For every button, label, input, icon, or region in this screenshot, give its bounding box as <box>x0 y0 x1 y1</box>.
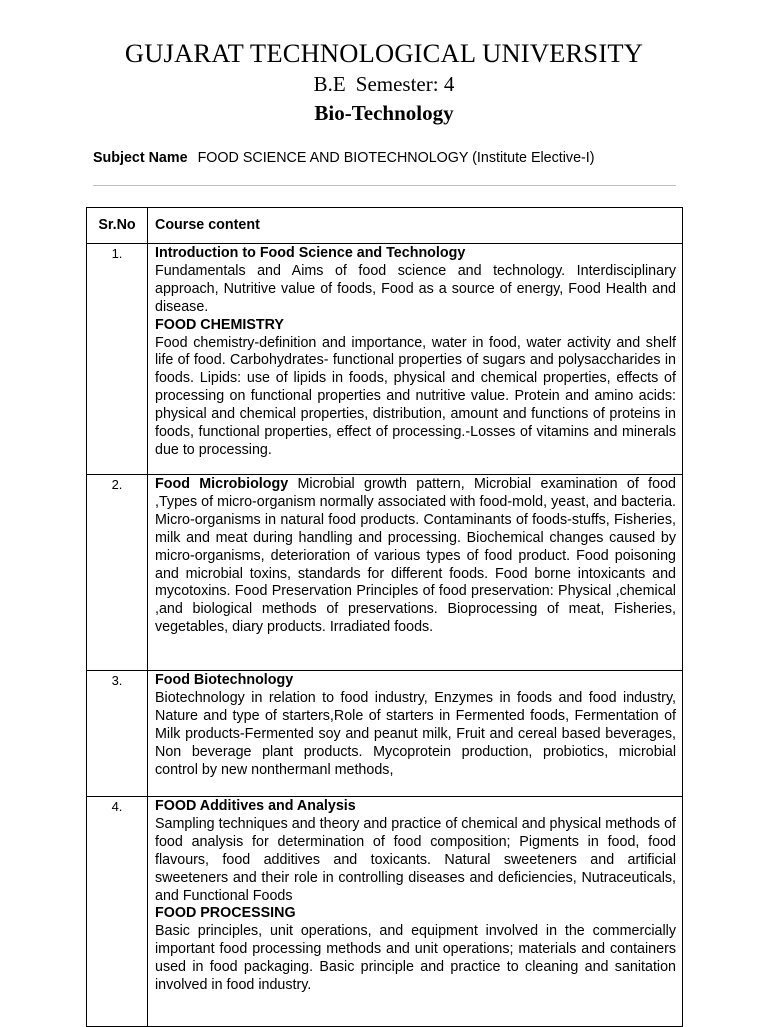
row-text: Food chemistry-definition and importance, water in food, water activity and shelf life of food. Carbohydrates- functional properties of sugars and polysaccharides in foods. Lipids: use of lipids in foods, physical and chemical properties, effects of processing on functional properties and nutritive value. Protein and amino acids: physical and chemical properties, distribution, amount and functions of proteins in foods, functional properties, effect of processing.-Losses of vitamins and minerals due to processing. <box>155 334 676 458</box>
row-paragraph <box>155 476 676 637</box>
subject-line <box>93 150 595 166</box>
row-number: 3. <box>87 671 148 797</box>
row-content <box>148 244 683 475</box>
row-heading: Food Biotechnology <box>155 672 294 688</box>
table-row <box>87 244 683 475</box>
header-srno: Sr.No <box>87 208 148 244</box>
row-text: Sampling techniques and theory and practice of chemical and physical methods of food analysis for determination of food composition; Pigments in food, food flavours, food additives and toxicants. Natural sweeteners and artificial sweeteners and their role in controlling diseases and deficiencies, Nutraceuticals, and Functional Foods <box>155 815 676 904</box>
row-number: 1. <box>87 244 148 475</box>
course-content-table <box>86 207 683 1027</box>
row-content <box>148 797 683 1027</box>
row-content <box>148 671 683 797</box>
row-subheading: FOOD CHEMISTRY <box>155 316 284 333</box>
table-row <box>87 797 683 1027</box>
row-heading: FOOD Additives and Analysis <box>155 798 356 814</box>
row-content <box>148 475 683 671</box>
row-heading: Food Microbiology <box>155 476 289 492</box>
branch-title: Bio-Technology <box>314 101 454 125</box>
degree: B.E <box>313 72 346 96</box>
row-text: Microbial growth pattern, Microbial examination of food ,Types of micro-organism normally associated with food-mold, yeast, and bacteria. Micro-organisms in natural food products. Contaminants of foods-stuffs, Fisheries, milk and meat during handling and processing. Biochemical changes caused by micro-organisms, deterioration of various types of food product. Food poisoning and microbial toxins, standards for different foods. Food borne intoxicants and mycotoxins. Food Preservation Principles of food preservation: Physical ,chemical ,and biological methods of preservations. Bioprocessing of meat, Fisheries, vegetables, diary products. Irradiated foods. <box>155 476 676 636</box>
semester: Semester: 4 <box>355 72 455 96</box>
row-text: Basic principles, unit operations, and equipment involved in the commercially important food processing methods and unit operations; materials and containers used in food packaging. Basic principle and practice to cleaning and sanitation involved in food industry. <box>155 923 676 994</box>
row-number: 2. <box>87 475 148 671</box>
subject-value: FOOD SCIENCE AND BIOTECHNOLOGY (Institute Elective-I) <box>197 150 595 166</box>
row-number: 4. <box>87 797 148 1027</box>
table-header-row <box>87 208 683 244</box>
row-heading: Introduction to Food Science and Technology <box>155 245 466 261</box>
row-subheading: FOOD PROCESSING <box>155 905 296 922</box>
divider <box>93 185 676 186</box>
row-text: Biotechnology in relation to food industry, Enzymes in foods and food industry, Nature and type of starters,Role of starters in Fermented foods, Fermentation of Milk products-Fermented soy and peanut milk, Fruit and cereal based beverages, Non beverage plant products. Mycoprotein production, probiotics, microbial control by new nonthermanl methods, <box>155 689 676 778</box>
row-text: Fundamentals and Aims of food science and technology. Interdisciplinary approach, Nutritive value of foods, Food as a source of energy, Food Health and disease. <box>155 262 676 315</box>
header-course-content: Course content <box>148 208 683 244</box>
university-title: GUJARAT TECHNOLOGICAL UNIVERSITY <box>124 38 644 68</box>
table-row <box>87 671 683 797</box>
subject-label: Subject Name <box>93 150 188 166</box>
semester-line <box>0 72 768 97</box>
table-row <box>87 475 683 671</box>
